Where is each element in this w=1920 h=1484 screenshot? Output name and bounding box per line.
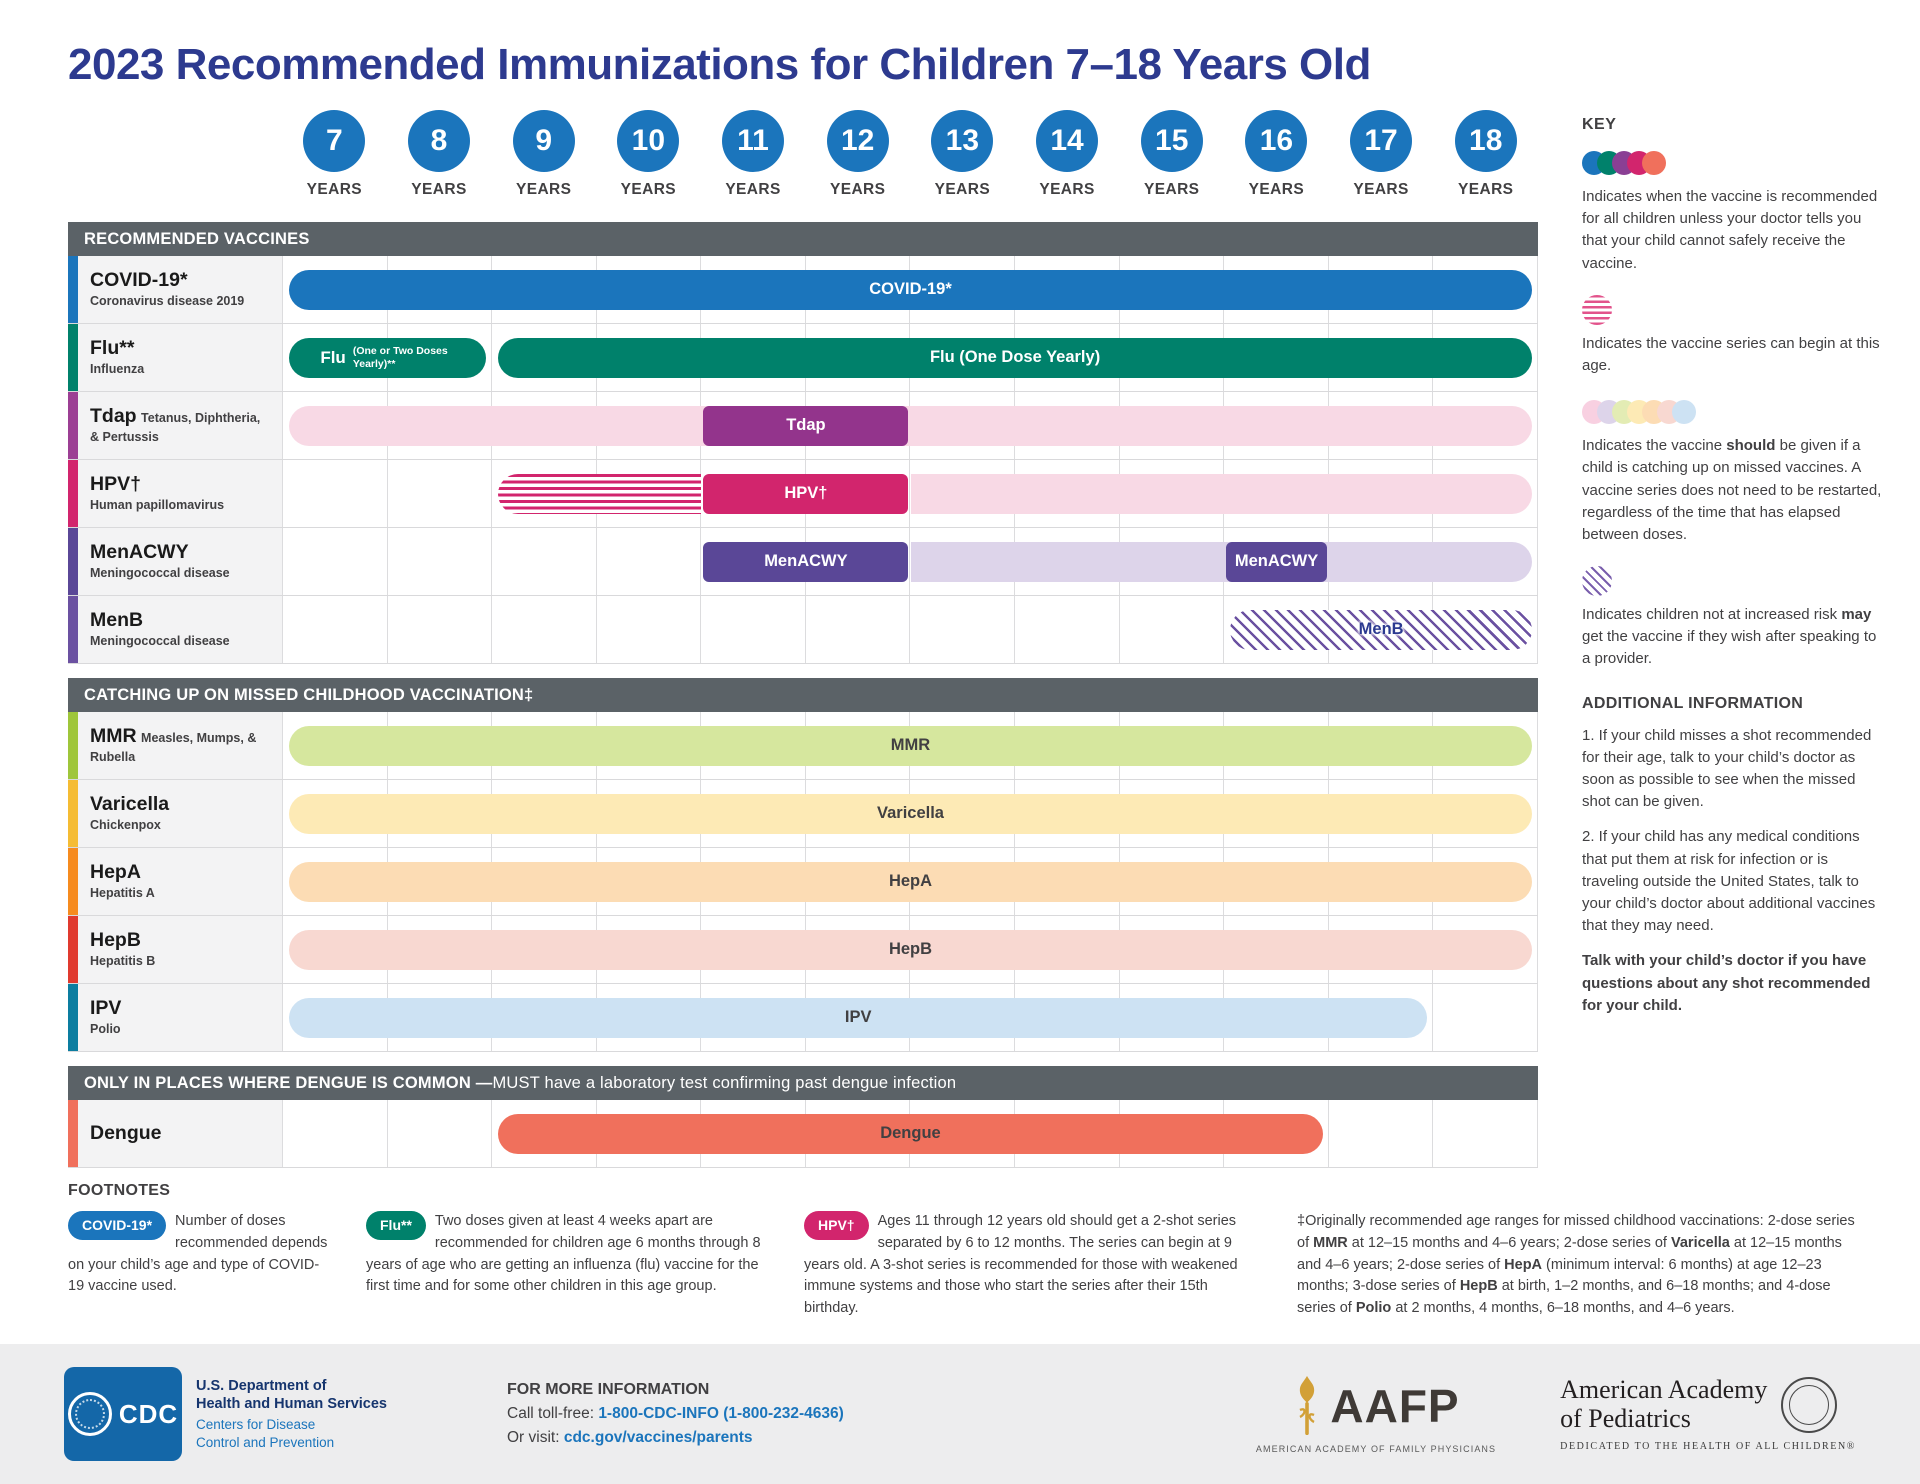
- footer: [0, 1344, 1920, 1484]
- age-circle-11: 11: [722, 110, 784, 172]
- vaccine-row-flu: [68, 324, 1538, 392]
- footnote-pill-flu: Flu**: [366, 1211, 426, 1240]
- vaccine-name: Dengue: [90, 1122, 162, 1144]
- age-column-11: [701, 106, 806, 212]
- vaccine-timeline-mmr: [282, 712, 1538, 779]
- vaccine-label-hepb: [68, 916, 282, 983]
- footnote-text: Two doses given at least 4 weeks apart are recommended for children age 6 months through 8 years of age who are getting an influenza (flu) vaccine for the first time and for some other children in this age group.: [366, 1213, 761, 1295]
- vaccine-timeline-varicella: [282, 780, 1538, 847]
- bar-label: MenB: [1358, 620, 1404, 638]
- aap-name: [1560, 1376, 1767, 1432]
- bar-hpv-13-18: [911, 474, 1533, 514]
- hhs-line-1: U.S. Department of: [196, 1377, 327, 1394]
- grid-cell: [1120, 596, 1225, 663]
- grid-cell: [283, 1100, 388, 1167]
- grid-cell: [283, 460, 388, 527]
- age-unit-label: YEARS: [829, 181, 886, 198]
- vaccine-row-varicella: [68, 780, 1538, 848]
- vaccine-subtitle: Influenza: [90, 361, 145, 376]
- vaccine-name: HepA: [90, 860, 141, 883]
- footnote-pill-covid-19: COVID-19*: [68, 1211, 166, 1240]
- grid-cell: [1329, 1100, 1434, 1167]
- grid-cell: [597, 528, 702, 595]
- bar-menb-16-18: [1230, 610, 1532, 650]
- vaccine-subtitle: Meningococcal disease: [90, 565, 230, 580]
- main-content: [0, 90, 1920, 1168]
- key-item-text: Indicates children not at increased risk may get the vaccine if they wish after speaking to a provider.: [1582, 606, 1877, 668]
- grid-cell: [806, 596, 911, 663]
- vaccine-name: COVID-19*: [90, 268, 188, 291]
- age-unit-label: YEARS: [1353, 181, 1409, 198]
- vaccine-label-covid-19: [68, 256, 282, 323]
- key-item-hatch-circle: [1582, 565, 1882, 671]
- aap-name-line-1: American Academy: [1560, 1375, 1768, 1405]
- footnote-text: Number of doses recommended depends on your child’s age and type of COVID-19 vaccine used.: [68, 1213, 328, 1295]
- vaccine-subtitle: Coronavirus disease 2019: [90, 293, 245, 308]
- bar-menacwy-13-18: [911, 542, 1533, 582]
- bar-tdap-11-12: [703, 406, 908, 446]
- vaccine-subtitle: Chickenpox: [90, 817, 161, 832]
- vaccine-timeline-dengue: [282, 1100, 1538, 1167]
- grid-cell: [388, 1100, 493, 1167]
- vaccine-row-hpv: [68, 460, 1538, 528]
- bar-menacwy-16-16: [1226, 542, 1327, 582]
- footnote-1: [68, 1211, 328, 1320]
- bar-label: COVID-19*: [869, 280, 952, 298]
- age-circle-18: 18: [1455, 110, 1517, 172]
- bar-varicella-7-18: [289, 794, 1532, 834]
- vaccine-timeline-menb: [282, 596, 1538, 663]
- age-column-10: [596, 106, 701, 212]
- bar-label: Dengue: [880, 1124, 941, 1142]
- aap-seal-icon: [1781, 1377, 1837, 1433]
- vaccine-name: Tdap: [90, 404, 137, 427]
- cdc-seal-icon: [68, 1392, 112, 1436]
- vaccine-timeline-hpv: [282, 460, 1538, 527]
- bar-label: MenACWY: [764, 552, 848, 570]
- age-header-row: [282, 106, 1538, 212]
- vaccine-subtitle: Polio: [90, 1021, 121, 1036]
- age-circle-9: 9: [513, 110, 575, 172]
- bar-label: Flu (One Dose Yearly): [929, 348, 1101, 366]
- cdc-block: [64, 1367, 387, 1461]
- age-column-7: [282, 106, 387, 212]
- vaccine-label-ipv: [68, 984, 282, 1051]
- footnote-2: [366, 1211, 766, 1320]
- age-column-16: [1224, 106, 1329, 212]
- vaccine-label-varicella: [68, 780, 282, 847]
- grid-cell: [910, 596, 1015, 663]
- vaccine-row-menacwy: [68, 528, 1538, 596]
- age-circle-10: 10: [617, 110, 679, 172]
- vaccine-timeline-hepb: [282, 916, 1538, 983]
- bar-label: MMR: [890, 736, 931, 754]
- vaccine-row-covid-19: [68, 256, 1538, 324]
- vaccine-row-dengue: [68, 1100, 1538, 1168]
- aafp-torch-icon: [1292, 1375, 1322, 1437]
- grid-cell: [597, 596, 702, 663]
- grid-cell: [283, 528, 388, 595]
- grid-cell: [701, 596, 806, 663]
- hhs-line-2: Health and Human Services: [196, 1395, 387, 1412]
- age-circle-8: 8: [408, 110, 470, 172]
- key-item-striped-circle: [1582, 294, 1882, 377]
- vaccine-label-menb: [68, 596, 282, 663]
- hatch-circle: [1582, 565, 1882, 597]
- vaccine-label-tdap: [68, 392, 282, 459]
- vaccine-name: MenB: [90, 608, 144, 631]
- age-circle-17: 17: [1350, 110, 1412, 172]
- vaccine-subtitle: Measles, Mumps, & Rubella: [90, 730, 257, 764]
- vaccine-label-mmr: [68, 712, 282, 779]
- section-header-catch-up: CATCHING UP ON MISSED CHILDHOOD VACCINATION‡: [68, 678, 1538, 712]
- vaccine-subtitle: Meningococcal disease: [90, 633, 230, 648]
- bar-label: Flu: [320, 347, 346, 367]
- vaccine-name: IPV: [90, 996, 122, 1019]
- age-circle-12: 12: [827, 110, 889, 172]
- key-item-solid-circles: [1582, 147, 1882, 275]
- website-link[interactable]: cdc.gov/vaccines/parents: [563, 1429, 753, 1446]
- age-column-17: [1329, 106, 1434, 212]
- aafp-tagline: AMERICAN ACADEMY OF FAMILY PHYSICIANS: [1255, 1443, 1497, 1454]
- bar-flu-7-8: [289, 338, 486, 378]
- striped-circle: [1582, 294, 1882, 326]
- grid-cell: [492, 528, 597, 595]
- footnotes-row: [68, 1211, 1870, 1320]
- more-info-block: [507, 1381, 844, 1447]
- age-column-13: [910, 106, 1015, 212]
- vaccine-label-dengue: [68, 1100, 282, 1167]
- footnote-3: [804, 1211, 1259, 1320]
- age-unit-label: YEARS: [934, 181, 991, 198]
- visit-line: [507, 1429, 844, 1447]
- bar-menacwy-11-12: [703, 542, 908, 582]
- footnotes-section: [0, 1182, 1920, 1320]
- key-heading: KEY: [1582, 116, 1617, 133]
- more-info-heading: FOR MORE INFORMATION: [507, 1381, 710, 1398]
- footnotes-heading: FOOTNOTES: [68, 1182, 171, 1199]
- additional-info: [1582, 725, 1882, 1017]
- key-items: [1582, 147, 1882, 671]
- vaccine-name: Flu**: [90, 336, 135, 359]
- vaccine-label-hepa: [68, 848, 282, 915]
- bar-label: IPV: [844, 1008, 872, 1026]
- vaccine-label-menacwy: [68, 528, 282, 595]
- bar-label: Varicella: [877, 804, 944, 822]
- vaccine-timeline-flu: [282, 324, 1538, 391]
- bar-dengue-9-16: [498, 1114, 1323, 1154]
- vaccine-row-hepa: [68, 848, 1538, 916]
- vaccine-subtitle: Tetanus, Diphtheria, & Pertussis: [90, 410, 261, 444]
- section-header-dengue: ONLY IN PLACES WHERE DENGUE IS COMMON — MUST have a laboratory test confirming past dengue infection: [68, 1066, 1538, 1100]
- vaccine-subtitle: Human papillomavirus: [90, 497, 225, 512]
- vaccine-label-hpv: [68, 460, 282, 527]
- grid-cell: [283, 596, 388, 663]
- page-title: 2023 Recommended Immunizations for Children 7–18 Years Old: [68, 40, 1371, 89]
- age-unit-label: YEARS: [1039, 181, 1095, 198]
- age-unit-label: YEARS: [1458, 181, 1514, 198]
- vaccine-name: MMR: [90, 724, 137, 747]
- light-circles: [1582, 396, 1882, 428]
- key-item-text: Indicates when the vaccine is recommended for all children unless your doctor tells you that your child cannot safely receive the vaccine.: [1582, 188, 1878, 272]
- additional-info-paragraph-2: 2. If your child has any medical conditions that put them at risk for infection or is traveling outside the United States, talk to your child’s doctor about additional vaccines that they may need.: [1582, 828, 1876, 935]
- vaccine-subtitle: Hepatitis A: [90, 885, 155, 900]
- grid-cell: [1015, 596, 1120, 663]
- key-item-text: Indicates the vaccine series can begin at this age.: [1582, 334, 1880, 374]
- aap-name-line-2: of Pediatrics: [1560, 1403, 1691, 1433]
- grid-cell: [388, 528, 493, 595]
- solid-circles: [1582, 147, 1882, 179]
- additional-info-heading: ADDITIONAL INFORMATION: [1582, 694, 1804, 712]
- age-circle-7: 7: [303, 110, 365, 172]
- footnote-4: [1297, 1211, 1870, 1320]
- age-unit-label: YEARS: [620, 181, 677, 198]
- bar-ipv-7-17: [289, 998, 1427, 1038]
- vaccine-name: HepB: [90, 928, 141, 951]
- age-column-14: [1015, 106, 1120, 212]
- additional-info-paragraph-1: 1. If your child misses a shot recommended for their age, talk to your child’s doctor as soon as possible to see when the missed shot can be given.: [1582, 726, 1872, 811]
- vaccine-timeline-covid-19: [282, 256, 1538, 323]
- bar-sublabel: (One or Two Doses Yearly)**: [352, 345, 448, 370]
- vaccine-subtitle: Hepatitis B: [90, 953, 156, 968]
- footnote-text: Ages 11 through 12 years old should get a 2-shot series separated by 6 to 12 months. The series can begin at 9 years old. A 3-shot series is recommended for those with weakened immune systems and those who start the series after their 15th birthday.: [804, 1213, 1238, 1316]
- aafp-name: AAFP: [1330, 1379, 1460, 1432]
- hhs-text-block: [196, 1377, 387, 1451]
- cdc-line-1: Centers for Disease: [196, 1417, 316, 1433]
- vaccine-sections: [68, 222, 1538, 1168]
- cdc-logo: [64, 1367, 182, 1461]
- age-circle-14: 14: [1036, 110, 1098, 172]
- age-unit-label: YEARS: [725, 181, 781, 198]
- bar-label: Tdap: [786, 416, 826, 434]
- call-prefix: Call toll-free:: [507, 1405, 599, 1422]
- age-column-15: [1119, 106, 1224, 212]
- grid-cell: [1433, 1100, 1538, 1167]
- bar-tdap-7-18: [289, 406, 1532, 446]
- bar-hepb-7-18: [289, 930, 1532, 970]
- age-column-18: [1433, 106, 1538, 212]
- footnote-text: ‡Originally recommended age ranges for missed childhood vaccinations: 2-dose series of MMR at 12–15 months and 4–6 years; 2-dose series of Varicella at 12–15 months and 4–6 years; 2-dose series of HepA (minimum interval: 6 months) at age 12–23 months; 3-dose series of HepB at birth, 1–2 months, and 6–18 months; and 4-dose series of Polio at 2 months, 4 months, 6–18 months, and 4–6 years.: [1297, 1213, 1855, 1316]
- age-unit-label: YEARS: [306, 181, 363, 198]
- key-sidebar: [1582, 106, 1882, 1030]
- bar-flu-9-18: [498, 338, 1532, 378]
- key-item-text: Indicates the vaccine should be given if a child is catching up on missed vaccines. A vaccine series does not need to be restarted, regardless of the time that has elapsed between doses.: [1582, 437, 1882, 543]
- cdc-line-2: Control and Prevention: [196, 1434, 335, 1450]
- visit-prefix: Or visit:: [507, 1429, 564, 1446]
- bar-hepa-7-18: [289, 862, 1532, 902]
- grid-cell: [388, 596, 493, 663]
- aafp-logo: [1256, 1375, 1496, 1454]
- age-unit-label: YEARS: [411, 181, 467, 198]
- vaccine-name: MenACWY: [90, 540, 189, 563]
- key-item-light-circles: [1582, 396, 1882, 546]
- bar-mmr-7-18: [289, 726, 1532, 766]
- additional-info-paragraph-3: Talk with your child’s doctor if you have questions about any shot recommended for your child.: [1582, 952, 1871, 1014]
- bar-hpv-9-10: [498, 474, 701, 514]
- vaccine-label-flu: [68, 324, 282, 391]
- call-line: [507, 1405, 844, 1423]
- vaccine-name: HPV†: [90, 472, 141, 495]
- schedule-chart: [68, 106, 1538, 1168]
- bar-label: HepA: [888, 872, 933, 890]
- bar-covid-19-7-18: [289, 270, 1532, 310]
- age-unit-label: YEARS: [1144, 181, 1200, 198]
- aap-tagline: DEDICATED TO THE HEALTH OF ALL CHILDREN®: [1560, 1440, 1856, 1452]
- vaccine-timeline-tdap: [282, 392, 1538, 459]
- age-column-9: [491, 106, 596, 212]
- vaccine-row-hepb: [68, 916, 1538, 984]
- bar-label: HPV†: [784, 484, 828, 502]
- vaccine-row-menb: [68, 596, 1538, 664]
- bar-label: MenACWY: [1234, 552, 1319, 570]
- vaccine-row-tdap: [68, 392, 1538, 460]
- vaccine-row-ipv: [68, 984, 1538, 1052]
- age-circle-16: 16: [1245, 110, 1307, 172]
- age-circle-15: 15: [1141, 110, 1203, 172]
- section-header-recommended-vaccines: RECOMMENDED VACCINES: [68, 222, 1538, 256]
- grid-cell: [1433, 984, 1538, 1051]
- aap-logo: [1560, 1376, 1856, 1451]
- age-unit-label: YEARS: [1248, 181, 1305, 198]
- bar-label: HepB: [888, 940, 933, 958]
- vaccine-timeline-hepa: [282, 848, 1538, 915]
- age-column-8: [387, 106, 492, 212]
- age-unit-label: YEARS: [515, 181, 572, 198]
- vaccine-timeline-menacwy: [282, 528, 1538, 595]
- vaccine-timeline-ipv: [282, 984, 1538, 1051]
- grid-cell: [388, 460, 493, 527]
- age-circle-13: 13: [931, 110, 993, 172]
- vaccine-name: Varicella: [90, 792, 170, 815]
- vaccine-row-mmr: [68, 712, 1538, 780]
- footnote-pill-hpv: HPV†: [804, 1211, 869, 1240]
- bar-hpv-11-12: [703, 474, 908, 514]
- cdc-logo-text: CDC: [118, 1398, 179, 1429]
- grid-cell: [492, 596, 597, 663]
- phone-link[interactable]: 1-800-CDC-INFO (1-800-232-4636): [598, 1405, 844, 1422]
- age-column-12: [805, 106, 910, 212]
